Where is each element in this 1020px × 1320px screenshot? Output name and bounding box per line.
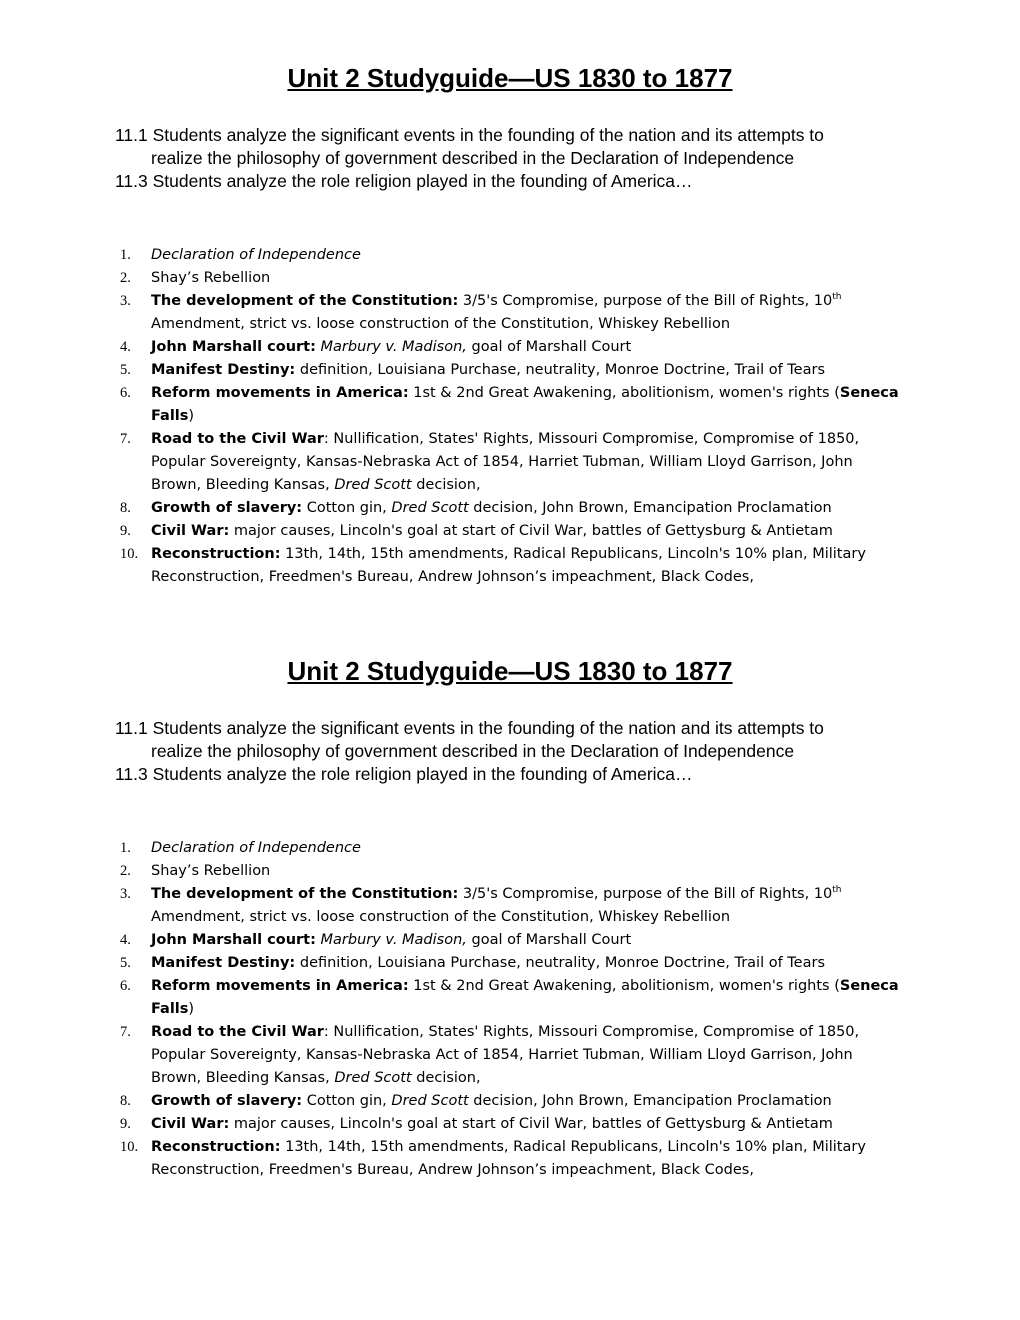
item-number: 2. bbox=[120, 270, 131, 286]
item-label: Growth of slavery: bbox=[151, 500, 303, 516]
list-item bbox=[115, 520, 905, 543]
item-label: Manifest Destiny: bbox=[151, 362, 296, 378]
standards-list bbox=[115, 124, 875, 193]
item-text: 3/5's Compromise, purpose of the Bill of Rights, 10 bbox=[458, 293, 833, 309]
item-italic-text: Dred Scott bbox=[334, 1070, 412, 1086]
item-label: Civil War: bbox=[151, 1116, 230, 1132]
item-text: 13th, 14th, 15th amendments, Radical Republicans, Lincoln's 10% plan, Military Reconstruction, Freedmen's Bureau, Andrew Johnson’s impeachment, Black Codes, bbox=[151, 546, 866, 585]
item-number: 10. bbox=[120, 546, 139, 562]
item-text: decision, bbox=[411, 477, 481, 493]
standard-11-1: 11.1 Students analyze the significant events in the founding of the nation and its attempts to realize the philosophy of government described in the Declaration of Independence bbox=[115, 125, 824, 168]
list-item bbox=[115, 1136, 905, 1182]
item-number: 1. bbox=[120, 840, 131, 856]
item-number: 9. bbox=[120, 523, 131, 539]
item-number: 5. bbox=[120, 955, 131, 971]
item-text: major causes, Lincoln's goal at start of Civil War, battles of Gettysburg & Antietam bbox=[229, 1116, 833, 1132]
item-text: definition, Louisiana Purchase, neutrality, Monroe Doctrine, Trail of Tears bbox=[295, 955, 826, 971]
item-label: Shay’s Rebellion bbox=[151, 863, 271, 879]
item-bold-text: Seneca Falls bbox=[151, 385, 899, 424]
item-label: John Marshall court: bbox=[151, 932, 316, 948]
item-label: The development of the Constitution: bbox=[151, 886, 459, 902]
item-number: 3. bbox=[120, 886, 131, 902]
page-title: Unit 2 Studyguide—US 1830 to 1877 bbox=[287, 656, 733, 686]
standard-11-1: 11.1 Students analyze the significant events in the founding of the nation and its attempts to realize the philosophy of government described in the Declaration of Independence bbox=[115, 718, 824, 761]
list-item bbox=[115, 290, 905, 336]
list-item bbox=[115, 428, 905, 497]
item-number: 6. bbox=[120, 385, 131, 401]
item-text: 1st & 2nd Great Awakening, abolitionism, women's rights ( bbox=[408, 385, 840, 401]
item-number: 3. bbox=[120, 293, 131, 309]
list-item bbox=[115, 837, 905, 860]
list-item bbox=[115, 497, 905, 520]
standards-list bbox=[115, 717, 875, 786]
item-label: The development of the Constitution: bbox=[151, 293, 459, 309]
list-item bbox=[115, 860, 905, 883]
standard-11-3: 11.3 Students analyze the role religion played in the founding of America… bbox=[115, 171, 693, 191]
item-text: ) bbox=[188, 1001, 195, 1017]
item-label: Growth of slavery: bbox=[151, 1093, 303, 1109]
item-text: ) bbox=[188, 408, 195, 424]
item-number: 8. bbox=[120, 500, 131, 516]
item-label: Shay’s Rebellion bbox=[151, 270, 271, 286]
item-number: 10. bbox=[120, 1139, 139, 1155]
item-label: Declaration of Independence bbox=[151, 247, 361, 263]
item-text: decision, John Brown, Emancipation Proclamation bbox=[468, 1093, 832, 1109]
item-italic-text: Marbury v. Madison, bbox=[315, 932, 467, 948]
list-item bbox=[115, 543, 905, 589]
item-number: 2. bbox=[120, 863, 131, 879]
list-item bbox=[115, 975, 905, 1021]
item-number: 1. bbox=[120, 247, 131, 263]
item-text: Amendment, strict vs. loose construction of the Constitution, Whiskey Rebellion bbox=[151, 909, 731, 925]
list-item bbox=[115, 244, 905, 267]
item-italic-text: Dred Scott bbox=[391, 500, 469, 516]
item-text: goal of Marshall Court bbox=[466, 339, 632, 355]
list-item bbox=[115, 1021, 905, 1090]
item-superscript: th bbox=[832, 292, 842, 303]
item-label: Reform movements in America: bbox=[151, 978, 409, 994]
topic-list bbox=[115, 837, 905, 1182]
item-text: : Nullification, States' Rights, Missouri Compromise, Compromise of 1850, Popular Sovereignty, Kansas-Nebraska Act of 1854, Harriet Tubman, William Lloyd Garrison, John Brown, Bleeding Kansas, bbox=[151, 431, 860, 493]
item-text: decision, John Brown, Emancipation Proclamation bbox=[468, 500, 832, 516]
page-title: Unit 2 Studyguide—US 1830 to 1877 bbox=[287, 63, 733, 93]
item-label: Civil War: bbox=[151, 523, 230, 539]
item-text: : Nullification, States' Rights, Missouri Compromise, Compromise of 1850, Popular Sovereignty, Kansas-Nebraska Act of 1854, Harriet Tubman, William Lloyd Garrison, John Brown, Bleeding Kansas, bbox=[151, 1024, 860, 1086]
list-item bbox=[115, 359, 905, 382]
list-item bbox=[115, 1090, 905, 1113]
item-label: Road to the Civil War bbox=[151, 431, 324, 447]
list-item bbox=[115, 883, 905, 929]
item-number: 8. bbox=[120, 1093, 131, 1109]
item-number: 4. bbox=[120, 932, 131, 948]
item-label: Reconstruction: bbox=[151, 1139, 281, 1155]
item-text: 3/5's Compromise, purpose of the Bill of Rights, 10 bbox=[458, 886, 833, 902]
item-label: Manifest Destiny: bbox=[151, 955, 296, 971]
studyguide-section-1 bbox=[0, 60, 1020, 585]
standard-11-3: 11.3 Students analyze the role religion played in the founding of America… bbox=[115, 764, 693, 784]
item-bold-text: Seneca Falls bbox=[151, 978, 899, 1017]
item-number: 5. bbox=[120, 362, 131, 378]
item-italic-text: Marbury v. Madison, bbox=[315, 339, 467, 355]
item-text: major causes, Lincoln's goal at start of Civil War, battles of Gettysburg & Antietam bbox=[229, 523, 833, 539]
item-text: goal of Marshall Court bbox=[466, 932, 632, 948]
item-number: 9. bbox=[120, 1116, 131, 1132]
topic-list bbox=[115, 244, 905, 589]
item-label: Reconstruction: bbox=[151, 546, 281, 562]
studyguide-section-2 bbox=[0, 653, 1020, 1178]
item-label: Reform movements in America: bbox=[151, 385, 409, 401]
list-item bbox=[115, 267, 905, 290]
item-text: definition, Louisiana Purchase, neutrality, Monroe Doctrine, Trail of Tears bbox=[295, 362, 826, 378]
item-text: Cotton gin, bbox=[302, 1093, 392, 1109]
item-italic-text: Dred Scott bbox=[334, 477, 412, 493]
item-superscript: th bbox=[832, 885, 842, 896]
item-text: Cotton gin, bbox=[302, 500, 392, 516]
list-item bbox=[115, 336, 905, 359]
item-text: decision, bbox=[411, 1070, 481, 1086]
item-label: Road to the Civil War bbox=[151, 1024, 324, 1040]
item-number: 7. bbox=[120, 1024, 131, 1040]
item-text: 1st & 2nd Great Awakening, abolitionism, women's rights ( bbox=[408, 978, 840, 994]
list-item bbox=[115, 1113, 905, 1136]
item-text: 13th, 14th, 15th amendments, Radical Republicans, Lincoln's 10% plan, Military Reconstruction, Freedmen's Bureau, Andrew Johnson’s impeachment, Black Codes, bbox=[151, 1139, 866, 1178]
item-number: 4. bbox=[120, 339, 131, 355]
item-number: 6. bbox=[120, 978, 131, 994]
list-item bbox=[115, 952, 905, 975]
item-text: Amendment, strict vs. loose construction of the Constitution, Whiskey Rebellion bbox=[151, 316, 731, 332]
item-number: 7. bbox=[120, 431, 131, 447]
item-label: John Marshall court: bbox=[151, 339, 316, 355]
item-italic-text: Dred Scott bbox=[391, 1093, 469, 1109]
list-item bbox=[115, 382, 905, 428]
list-item bbox=[115, 929, 905, 952]
item-label: Declaration of Independence bbox=[151, 840, 361, 856]
